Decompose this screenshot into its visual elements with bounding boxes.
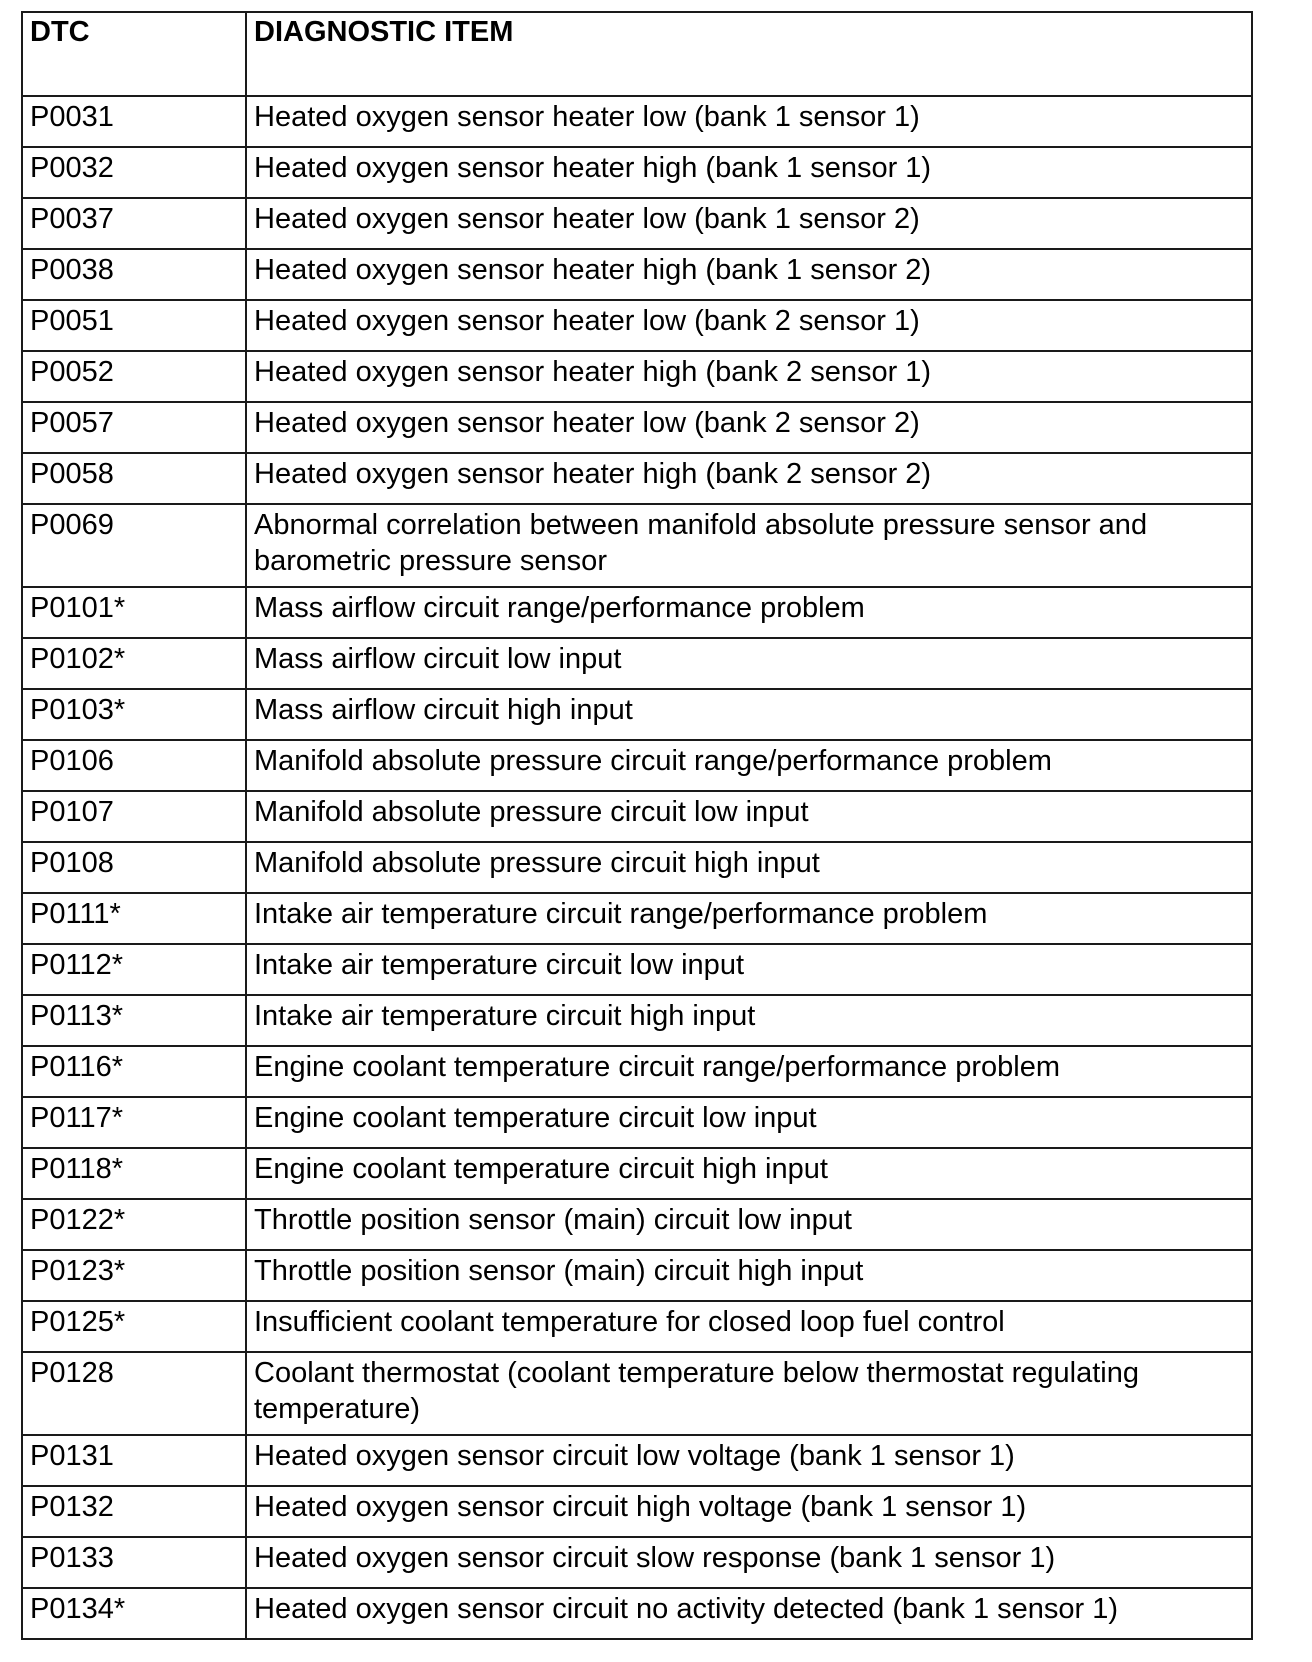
diagnostic-item: Manifold absolute pressure circuit low input	[246, 791, 1252, 842]
table-row	[22, 1046, 1252, 1097]
diagnostic-item: Heated oxygen sensor heater low (bank 2 sensor 2)	[246, 402, 1252, 453]
diagnostic-item: Heated oxygen sensor heater high (bank 1 sensor 2)	[246, 249, 1252, 300]
table-row	[22, 453, 1252, 504]
table-row	[22, 147, 1252, 198]
dtc-code: P0134*	[22, 1588, 246, 1639]
table-row	[22, 587, 1252, 638]
table-row	[22, 1435, 1252, 1486]
diagnostic-item: Insufficient coolant temperature for closed loop fuel control	[246, 1301, 1252, 1352]
table-row	[22, 995, 1252, 1046]
table-row	[22, 842, 1252, 893]
diagnostic-item: Manifold absolute pressure circuit high input	[246, 842, 1252, 893]
diagnostic-item: Heated oxygen sensor circuit high voltage (bank 1 sensor 1)	[246, 1486, 1252, 1537]
dtc-code: P0101*	[22, 587, 246, 638]
diagnostic-item: Mass airflow circuit range/performance problem	[246, 587, 1252, 638]
table-row	[22, 944, 1252, 995]
dtc-code: P0132	[22, 1486, 246, 1537]
dtc-code: P0131	[22, 1435, 246, 1486]
dtc-code: P0123*	[22, 1250, 246, 1301]
diagnostic-item: Heated oxygen sensor circuit slow response (bank 1 sensor 1)	[246, 1537, 1252, 1588]
dtc-code: P0051	[22, 300, 246, 351]
table-row	[22, 1301, 1252, 1352]
diagnostic-item: Heated oxygen sensor circuit low voltage (bank 1 sensor 1)	[246, 1435, 1252, 1486]
table-row	[22, 300, 1252, 351]
diagnostic-item: Mass airflow circuit high input	[246, 689, 1252, 740]
table-row	[22, 504, 1252, 587]
table-row	[22, 689, 1252, 740]
diagnostic-item: Heated oxygen sensor heater low (bank 1 sensor 1)	[246, 96, 1252, 147]
dtc-code: P0128	[22, 1352, 246, 1435]
table-body	[22, 96, 1252, 1639]
diagnostic-item: Intake air temperature circuit low input	[246, 944, 1252, 995]
diagnostic-item: Intake air temperature circuit range/performance problem	[246, 893, 1252, 944]
table-row	[22, 740, 1252, 791]
diagnostic-item: Heated oxygen sensor heater low (bank 2 sensor 1)	[246, 300, 1252, 351]
dtc-code: P0037	[22, 198, 246, 249]
dtc-code: P0102*	[22, 638, 246, 689]
table-row	[22, 351, 1252, 402]
dtc-code: P0125*	[22, 1301, 246, 1352]
dtc-code: P0106	[22, 740, 246, 791]
table-row	[22, 638, 1252, 689]
diagnostic-item: Heated oxygen sensor heater high (bank 2 sensor 1)	[246, 351, 1252, 402]
dtc-code: P0032	[22, 147, 246, 198]
diagnostic-item: Throttle position sensor (main) circuit high input	[246, 1250, 1252, 1301]
diagnostic-item: Heated oxygen sensor circuit no activity detected (bank 1 sensor 1)	[246, 1588, 1252, 1639]
dtc-code: P0038	[22, 249, 246, 300]
diagnostic-item: Abnormal correlation between manifold absolute pressure sensor and barometric pressure sensor	[246, 504, 1252, 587]
diagnostic-item: Engine coolant temperature circuit range/performance problem	[246, 1046, 1252, 1097]
header-row	[22, 12, 1252, 96]
dtc-code: P0118*	[22, 1148, 246, 1199]
dtc-code: P0069	[22, 504, 246, 587]
dtc-code: P0058	[22, 453, 246, 504]
table-row	[22, 1097, 1252, 1148]
diagnostic-item: Throttle position sensor (main) circuit low input	[246, 1199, 1252, 1250]
table-row	[22, 1148, 1252, 1199]
dtc-code: P0108	[22, 842, 246, 893]
table-row	[22, 402, 1252, 453]
table-row	[22, 198, 1252, 249]
dtc-code: P0111*	[22, 893, 246, 944]
diagnostic-item: Coolant thermostat (coolant temperature below thermostat regulating temperature)	[246, 1352, 1252, 1435]
table-row	[22, 96, 1252, 147]
dtc-code: P0052	[22, 351, 246, 402]
table-row	[22, 249, 1252, 300]
dtc-code: P0133	[22, 1537, 246, 1588]
diagnostic-item: Heated oxygen sensor heater high (bank 2 sensor 2)	[246, 453, 1252, 504]
diagnostic-item: Engine coolant temperature circuit high input	[246, 1148, 1252, 1199]
table-row	[22, 791, 1252, 842]
table-row	[22, 1352, 1252, 1435]
diagnostic-item: Heated oxygen sensor heater low (bank 1 sensor 2)	[246, 198, 1252, 249]
table-row	[22, 1588, 1252, 1639]
diagnostic-item: Intake air temperature circuit high input	[246, 995, 1252, 1046]
dtc-code: P0117*	[22, 1097, 246, 1148]
dtc-code: P0113*	[22, 995, 246, 1046]
table-header	[22, 12, 1252, 96]
dtc-code: P0116*	[22, 1046, 246, 1097]
diagnostic-item: Mass airflow circuit low input	[246, 638, 1252, 689]
dtc-code: P0112*	[22, 944, 246, 995]
table-row	[22, 1537, 1252, 1588]
dtc-code: P0122*	[22, 1199, 246, 1250]
table-row	[22, 1199, 1252, 1250]
diagnostic-item: Engine coolant temperature circuit low input	[246, 1097, 1252, 1148]
dtc-code: P0107	[22, 791, 246, 842]
dtc-code: P0031	[22, 96, 246, 147]
header-diagnostic-item: DIAGNOSTIC ITEM	[246, 12, 1252, 96]
dtc-code: P0103*	[22, 689, 246, 740]
diagnostic-item: Manifold absolute pressure circuit range/performance problem	[246, 740, 1252, 791]
header-dtc: DTC	[22, 12, 246, 96]
dtc-table	[21, 11, 1253, 1640]
table-row	[22, 1486, 1252, 1537]
dtc-code: P0057	[22, 402, 246, 453]
diagnostic-item: Heated oxygen sensor heater high (bank 1 sensor 1)	[246, 147, 1252, 198]
table-row	[22, 893, 1252, 944]
table-row	[22, 1250, 1252, 1301]
